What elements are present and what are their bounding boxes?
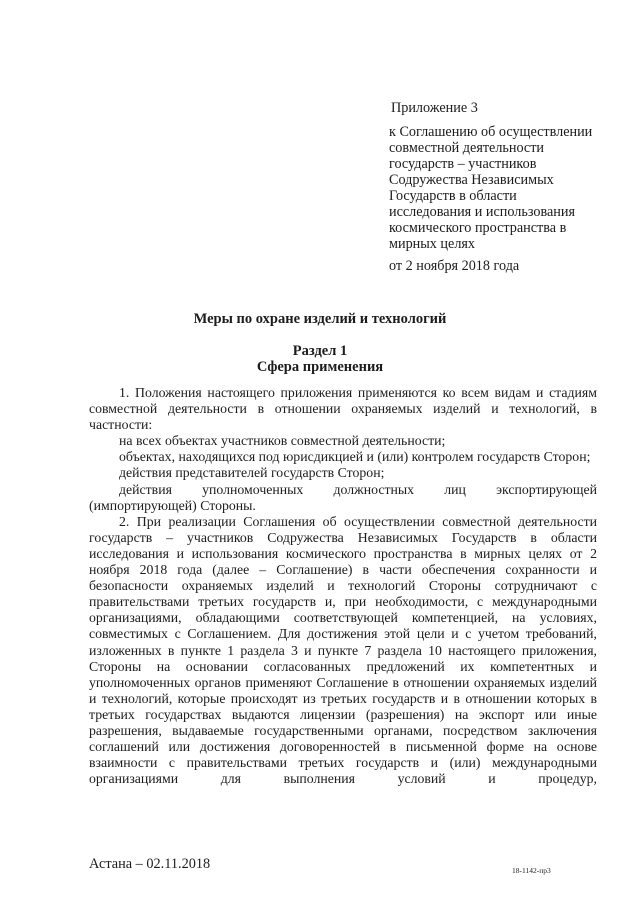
appendix-description: [389, 124, 609, 252]
appendix-line: мирных целях: [389, 236, 476, 252]
document-body: [89, 385, 597, 787]
paragraph-1: 1. Положения настоящего приложения применяются ко всем видам и стадиям совместной деятельности в отношении охраняемых изделий и технологий, в частности:: [89, 385, 597, 433]
paragraph-2: 2. При реализации Соглашения об осуществлении совместной деятельности государств – участников Содружества Независимых Государств в области исследования и использования космического пространства в мирных целях от 2 ноября 2018 года (далее – Соглашение) в части обеспечения сохранности и безопасности охраняемых изделий и технологий Стороны сотрудничают с правительствами третьих государств и, при необходимости, с международными организациями, обладающими соответствующей компетенцией, на условиях, совместимых с Соглашением. Для достижения этой цели и с учетом требований, изложенных в пункте 1 раздела 3 и пункте 7 раздела 10 настоящего приложения, Стороны на основании согласованных предложений их компетентных и уполномоченных органов применяют Соглашение в отношении охраняемых изделий и технологий, которые происходят из третьих государств и в отношении которых в третьих государствах выдаются лицензии (разрешения) на экспорт или иные разрешения, выдаваемые государственными органами, посредством заключения соглашений или достижения договоренностей в письменной форме на основе взаимности с правительствами третьих государств и (или) международными организациями для выполнения условий и процедур,: [89, 513, 597, 787]
appendix-line: Государств в области: [389, 188, 517, 204]
appendix-line: космического пространства в: [389, 220, 567, 236]
list-item: действия уполномоченных должностных лиц экспортирующей (импортирующей) Стороны.: [89, 481, 597, 513]
list-item: объектах, находящихся под юрисдикцией и (или) контролем государств Сторон;: [119, 449, 591, 465]
appendix-line: государств – участников: [389, 156, 537, 172]
section-name: Сфера применения: [256, 359, 384, 375]
section-number: Раздел 1: [292, 343, 348, 359]
appendix-header: [389, 100, 609, 274]
appendix-date: от 2 ноября 2018 года: [389, 258, 520, 274]
appendix-line: к Соглашению об осуществлении: [389, 124, 593, 140]
list-item: действия представителей государств Сторон;: [119, 465, 385, 481]
document-title: Меры по охране изделий и технологий: [193, 311, 447, 327]
appendix-number: Приложение 3: [391, 100, 478, 116]
list-item: на всех объектах участников совместной деятельности;: [119, 433, 446, 449]
footer-document-code: 18-1142-пр3: [512, 866, 551, 875]
appendix-line: совместной деятельности: [389, 140, 545, 156]
footer-place-date: Астана – 02.11.2018: [89, 856, 211, 872]
appendix-line: исследования и использования: [389, 204, 575, 220]
appendix-line: Содружества Независимых: [389, 172, 554, 188]
